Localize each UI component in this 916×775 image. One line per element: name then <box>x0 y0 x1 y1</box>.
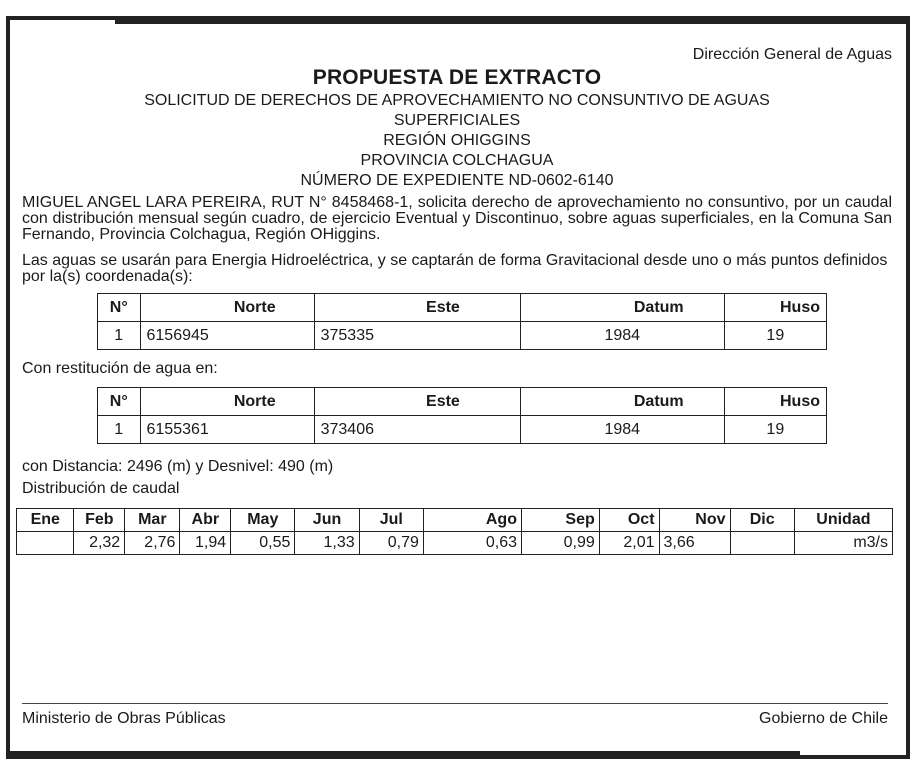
cell-n: 1 <box>98 416 141 444</box>
header-unidad: Unidad <box>794 509 892 532</box>
table-header-row <box>98 294 827 322</box>
cell-unidad: m3/s <box>794 532 892 555</box>
usage-paragraph: Las aguas se usarán para Energia Hidroeléctrica, y se captarán de forma Gravitacional desde uno o más puntos definidos por la(s) coordenada(s): <box>22 252 888 285</box>
table-header-row <box>17 509 893 532</box>
region-line: REGIÓN OHIGGINS <box>383 132 531 149</box>
cell-may: 0,55 <box>231 532 295 555</box>
header-datum: Datum <box>520 294 724 322</box>
header-ago: Ago <box>423 509 521 532</box>
frame-bottom-bar <box>6 751 800 759</box>
footer-government: Gobierno de Chile <box>759 710 888 727</box>
header-feb: Feb <box>74 509 125 532</box>
restitution-coordinates-table <box>97 387 827 444</box>
header-abr: Abr <box>180 509 231 532</box>
cell-huso: 19 <box>724 416 826 444</box>
cell-feb: 2,32 <box>74 532 125 555</box>
cell-abr: 1,94 <box>180 532 231 555</box>
table-row <box>98 322 827 350</box>
table-row <box>17 532 893 555</box>
flow-distribution-table <box>16 508 893 555</box>
distribution-label: Distribución de caudal <box>22 480 180 497</box>
header-este: Este <box>314 388 520 416</box>
header-huso: Huso <box>724 294 826 322</box>
header-ene: Ene <box>17 509 74 532</box>
header-este: Este <box>314 294 520 322</box>
subtitle-line-2: SUPERFICIALES <box>393 112 521 129</box>
header-huso: Huso <box>724 388 826 416</box>
header-norte: Norte <box>140 294 314 322</box>
header-n: N° <box>98 294 141 322</box>
cell-jun: 1,33 <box>295 532 359 555</box>
frame-bottom-right-bar <box>800 755 910 759</box>
cell-dic <box>730 532 794 555</box>
cell-norte: 6155361 <box>140 416 314 444</box>
table-row <box>98 416 827 444</box>
restitution-label: Con restitución de agua en: <box>22 360 218 377</box>
header-jul: Jul <box>359 509 423 532</box>
cell-nov: 3,66 <box>659 532 730 555</box>
header-sep: Sep <box>521 509 599 532</box>
cell-datum: 1984 <box>520 322 724 350</box>
header-oct: Oct <box>599 509 659 532</box>
cell-ene <box>17 532 74 555</box>
header-mar: Mar <box>125 509 180 532</box>
document-content <box>22 46 892 555</box>
cell-ago: 0,63 <box>423 532 521 555</box>
request-paragraph: MIGUEL ANGEL LARA PEREIRA, RUT N° 8458468-1, solicita derecho de aprovechamiento no consuntivo, por un caudal con distribución mensual según cuadro, de ejercicio Eventual y Discontinuo, sobre aguas superficiales, en la Comuna San Fernando, Provincia Colchagua, Región OHiggins. <box>22 194 892 243</box>
subtitle-line-1: SOLICITUD DE DERECHOS DE APROVECHAMIENTO NO CONSUNTIVO DE AGUAS <box>144 92 770 109</box>
header-dic: Dic <box>730 509 794 532</box>
capture-coordinates-table <box>97 293 827 350</box>
agency-name: Dirección General de Aguas <box>692 46 892 63</box>
cell-norte: 6156945 <box>140 322 314 350</box>
cell-este: 373406 <box>314 416 520 444</box>
cell-este: 375335 <box>314 322 520 350</box>
province-line: PROVINCIA COLCHAGUA <box>360 152 554 169</box>
header-norte: Norte <box>140 388 314 416</box>
cell-jul: 0,79 <box>359 532 423 555</box>
cell-mar: 2,76 <box>125 532 180 555</box>
distance-text: con Distancia: 2496 (m) y Desnivel: 490 (m) <box>22 458 334 475</box>
header-n: N° <box>98 388 141 416</box>
header-nov: Nov <box>659 509 730 532</box>
footer-divider <box>22 703 888 704</box>
file-number-line: NÚMERO DE EXPEDIENTE ND-0602-6140 <box>300 172 614 189</box>
header-may: May <box>231 509 295 532</box>
cell-datum: 1984 <box>520 416 724 444</box>
document-title: PROPUESTA DE EXTRACTO <box>312 66 602 89</box>
footer-ministry: Ministerio de Obras Públicas <box>22 710 226 727</box>
table-header-row <box>98 388 827 416</box>
cell-huso: 19 <box>724 322 826 350</box>
header-datum: Datum <box>520 388 724 416</box>
cell-oct: 2,01 <box>599 532 659 555</box>
cell-n: 1 <box>98 322 141 350</box>
header-jun: Jun <box>295 509 359 532</box>
cell-sep: 0,99 <box>521 532 599 555</box>
